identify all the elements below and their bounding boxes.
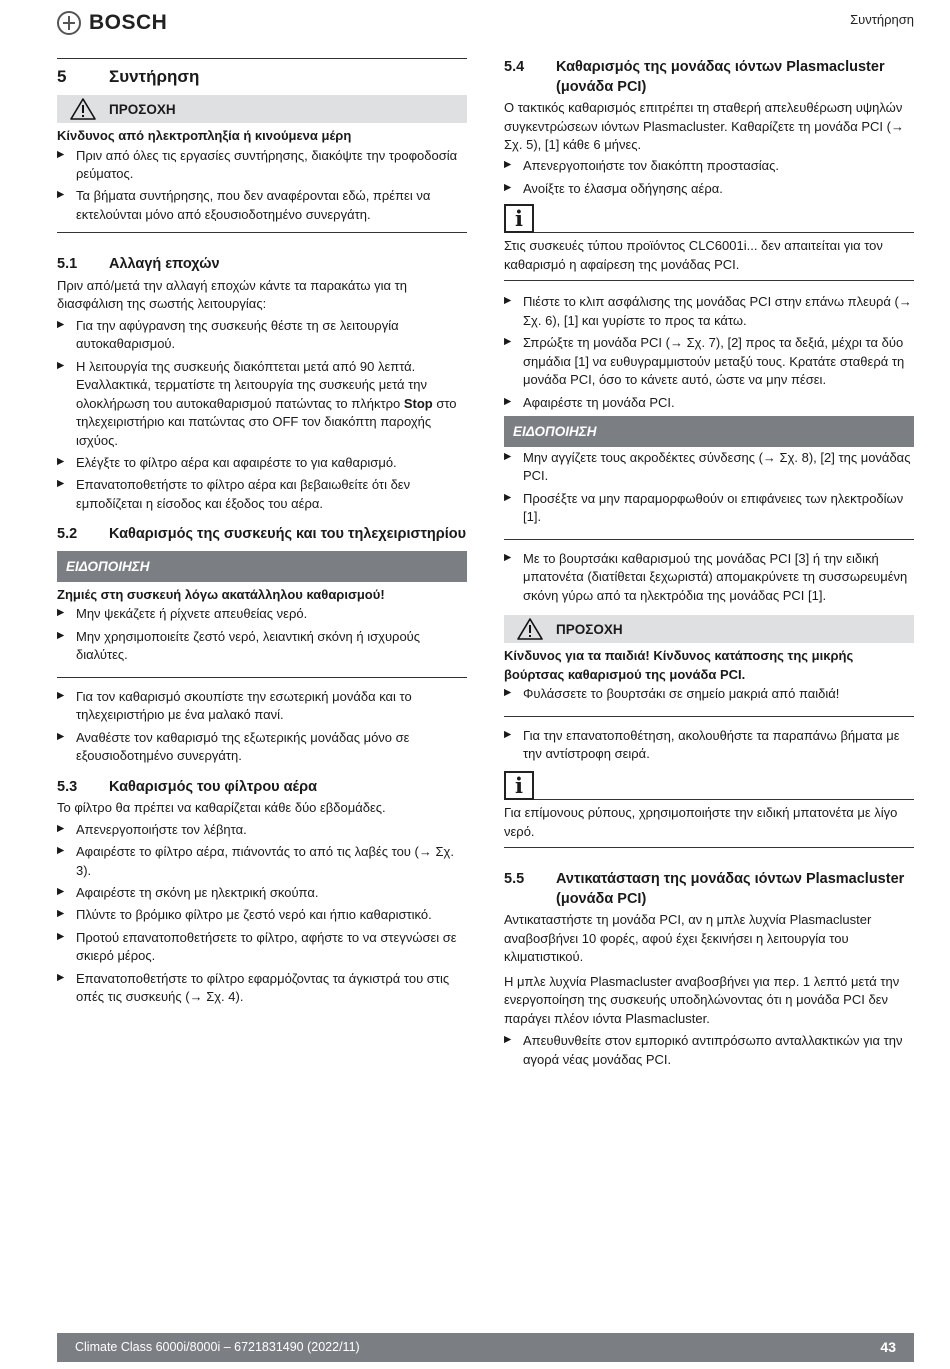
info-text: Στις συσκευές τύπου προϊόντος CLC6001i... δεν απαιτείται για τον καθαρισμό η αφαίρεση της μονάδας PCI. xyxy=(504,237,914,281)
stop-key-label: Stop xyxy=(403,395,433,411)
list-item: ▶ Μην αγγίζετε τους ακροδέκτες σύνδεσης (→ Σχ. 8), [2] της μονάδας PCI. xyxy=(504,449,914,486)
section-intro: Πριν από/μετά την αλλαγή εποχών κάντε τα παρακάτω για τη διασφάλιση της σωστής λειτουργίας: xyxy=(57,277,407,312)
list-item-text: Η λειτουργία της συσκευής διακόπτεται μετά από 90 λεπτά. Εναλλακτικά, τερματίστε τη λειτουργία της συσκευής μετά την ολοκλήρωση του αυτοκαθαρισμού πατώντας το πλήκτρο xyxy=(76,358,428,411)
left-column xyxy=(57,58,467,1011)
notice-list xyxy=(57,605,467,664)
chapter-number: 5 xyxy=(57,67,67,86)
cleaning-list xyxy=(57,688,467,766)
section-5-3-heading xyxy=(57,778,467,798)
list-item: ▶ Απευθυνθείτε στον εμπορικό αντιπρόσωπο ανταλλακτικών για την αγορά νέας μονάδας PCI. xyxy=(504,1032,914,1069)
section-number: 5.2 xyxy=(57,526,78,543)
warning-block-electric xyxy=(57,95,467,233)
list-item: ▶ Με το βουρτσάκι καθαρισμού της μονάδας PCI [3] ή την ειδική μπατονέτα (διατίθεται ξεχωριστά) απομακρύνετε τη συσσωρευμένη σκόνη γύρω από τα ηλεκτρόδια της μονάδας PCI [1]. xyxy=(504,550,914,605)
section-5-4-heading xyxy=(504,58,914,97)
filter-cleaning-list xyxy=(57,821,467,1007)
warning-list xyxy=(504,685,914,703)
list-item: ▶ Πριν από όλες τις εργασίες συντήρησης, διακόψτε την τροφοδοσία ρεύματος. xyxy=(57,147,467,184)
warning-title: Κίνδυνος για τα παιδιά! Κίνδυνος κατάποσης της μικρής βούρτσας καθαρισμού της μονάδα PCI. xyxy=(504,648,854,682)
list-item: ▶ Προσέξτε να μην παραμορφωθούν οι επιφάνειες των ηλεκτροδίων [1]. xyxy=(504,490,914,527)
list-item: ▶ Φυλάσσετε το βουρτσάκι σε σημείο μακριά από παιδιά! xyxy=(504,685,914,703)
pci-removal-list xyxy=(504,293,914,412)
section-title: Αντικατάσταση της μονάδας ιόντων Plasmacluster (μονάδα PCI) xyxy=(556,871,905,907)
section-number: 5.4 xyxy=(504,59,525,75)
page-number: 43 xyxy=(880,1338,896,1355)
page-footer xyxy=(57,1333,914,1362)
pci-cleaning-list xyxy=(504,550,914,605)
list-item: ▶ Αφαιρέστε το φίλτρο αέρα, πιάνοντάς το από τις λαβές του (→ Σχ. 3). xyxy=(57,843,467,880)
pci-prep-list xyxy=(504,157,914,198)
info-icon: i xyxy=(504,204,534,233)
divider xyxy=(534,232,914,233)
list-item: ▶ Ανοίξτε το έλασμα οδήγησης αέρα. xyxy=(504,180,914,198)
warning-bar xyxy=(504,615,914,643)
warning-bar xyxy=(57,95,467,123)
reinstall-list xyxy=(504,727,914,764)
section-number: 5.1 xyxy=(57,256,78,273)
section-number: 5.3 xyxy=(57,778,78,795)
notice-bar: ΕΙΔΟΠΟΙΗΣΗ xyxy=(504,416,914,447)
info-icon: i xyxy=(504,771,534,800)
list-item: ▶ Για τον καθαρισμό σκουπίστε την εσωτερική μονάδα και το τηλεχειριστήριο με ένα μαλακό πανί. xyxy=(57,688,467,725)
chapter-title: Συντήρηση xyxy=(109,67,200,86)
list-item: ▶ Πλύντε το βρόμικο φίλτρο με ζεστό νερό και ήπιο καθαριστικό. xyxy=(57,906,467,924)
section-intro: Το φίλτρο θα πρέπει να καθαρίζεται κάθε δύο εβδομάδες. xyxy=(57,800,386,816)
list-item: ▶ Για την επανατοποθέτηση, ακολουθήστε τα παραπάνω βήματα με την αντίστροφη σειρά. xyxy=(504,727,914,764)
list-item: ▶ Απενεργοποιήστε τον διακόπτη προστασίας. xyxy=(504,157,914,175)
list-item: ▶ Προτού επανατοποθετήσετε το φίλτρο, αφήστε το να στεγνώσει σε σκιερό μέρος. xyxy=(57,929,467,966)
warning-label: ΠΡΟΣΟΧΗ xyxy=(556,621,623,637)
notice-list xyxy=(504,449,914,527)
list-item: ▶ Αφαιρέστε τη σκόνη με ηλεκτρική σκούπα. xyxy=(57,884,467,902)
warning-triangle-icon xyxy=(57,97,109,121)
list-item: ▶ Για την αφύγρανση της συσκευής θέστε τη σε λειτουργία αυτοκαθαρισμού. xyxy=(57,317,467,354)
list-item-text: στο τηλεχειριστήριο και πατώντας στο OFF τον διακόπτη παροχής ισχύος. xyxy=(76,395,457,448)
section-title: Καθαρισμός της μονάδας ιόντων Plasmacluster (μονάδα PCI) xyxy=(556,59,885,95)
bosch-logo xyxy=(57,8,167,38)
paragraph: Η μπλε λυχνία Plasmacluster αναβοσβήνει για περ. 1 λεπτό μετά την ενεργοποίηση της συσκευής υποδηλώνοντας ότι η μονάδα PCI δεν παράγει πλέον ιόντα Plasmacluster. xyxy=(504,973,900,1026)
section-intro: Ο τακτικός καθαρισμός επιτρέπει τη σταθερή απελευθέρωση υψηλών συγκεντρώσεων ιόντων Plasmacluster. Καθαρίζετε τη μονάδα PCI (→ Σχ. 5), [1] κάθε 6 μήνες. xyxy=(504,100,904,153)
warning-block-children xyxy=(504,615,914,716)
season-change-list xyxy=(57,317,467,514)
section-number: 5.5 xyxy=(504,871,525,888)
info-block-clc6001i xyxy=(504,204,914,281)
page-header xyxy=(57,6,914,36)
paragraph: Αντικαταστήστε τη μονάδα PCI, αν η μπλε λυχνία Plasmacluster αναβοσβήνει 10 φορές, αφού έχει ξεκινήσει η λειτουργία του κλιματιστικού. xyxy=(504,912,872,965)
notice-bar: ΕΙΔΟΠΟΙΗΣΗ xyxy=(57,551,467,582)
chapter-heading xyxy=(57,58,467,89)
document-reference: Climate Class 6000i/8000i – 6721831490 (2022/11) xyxy=(75,1339,360,1354)
warning-title: Κίνδυνος από ηλεκτροπληξία ή κινούμενα μέρη xyxy=(57,128,352,144)
bosch-armature-icon xyxy=(57,11,81,35)
list-item: ▶ Αφαιρέστε τη μονάδα PCI. xyxy=(504,394,914,412)
warning-label: ΠΡΟΣΟΧΗ xyxy=(109,101,176,117)
list-item: ▶ Μην χρησιμοποιείτε ζεστό νερό, λειαντική σκόνη ή ισχυρούς διαλύτες. xyxy=(57,628,467,665)
brand-name: BOSCH xyxy=(89,11,168,34)
section-5-2-heading xyxy=(57,525,467,545)
divider xyxy=(534,799,914,800)
list-item: ▶ Σπρώξτε τη μονάδα PCI (→ Σχ. 7), [2] προς τα δεξιά, μέχρι τα δύο σημάδια [1] να ευθυγραμμιστούν μεταξύ τους. Κρατάτε σταθερά τη μονάδα PCI, όσο το κάνετε αυτό, ώστε να μην πέσει. xyxy=(504,334,914,389)
replacement-list xyxy=(504,1032,914,1069)
section-title: Αλλαγή εποχών xyxy=(109,256,220,273)
list-item xyxy=(57,358,467,450)
section-5-1-heading xyxy=(57,255,467,275)
section-title: Καθαρισμός του φίλτρου αέρα xyxy=(109,778,317,795)
info-text: Για επίμονους ρύπους, χρησιμοποιήστε την ειδική μπατονέτα με λίγο νερό. xyxy=(504,804,914,848)
right-column xyxy=(504,58,914,1073)
list-item: ▶ Απενεργοποιήστε τον λέβητα. xyxy=(57,821,467,839)
warning-triangle-icon xyxy=(504,617,556,641)
info-head xyxy=(504,204,914,233)
info-head xyxy=(504,771,914,800)
list-item: ▶ Ελέγξτε το φίλτρο αέρα και αφαιρέστε το για καθαρισμό. xyxy=(57,454,467,472)
list-item: ▶ Τα βήματα συντήρησης, που δεν αναφέρονται εδώ, πρέπει να εκτελούνται μόνο από εξουσιοδοτημένο συνεργάτη. xyxy=(57,187,467,224)
notice-title: Ζημιές στη συσκευή λόγω ακατάλληλου καθαρισμού! xyxy=(57,586,385,602)
notice-block-cleaning xyxy=(57,551,467,678)
list-item: ▶ Επανατοποθετήστε το φίλτρο εφαρμόζοντας τα άγκιστρά του στις οπές τις συσκευής (→ Σχ. 4). xyxy=(57,970,467,1007)
list-item: ▶ Επανατοποθετήστε το φίλτρο αέρα και βεβαιωθείτε ότι δεν εμποδίζεται η είσοδος και έξοδος του αέρα. xyxy=(57,476,467,513)
warning-list xyxy=(57,147,467,225)
section-5-5-heading xyxy=(504,870,914,909)
header-section-title: Συντήρηση xyxy=(850,12,914,27)
section-title: Καθαρισμός της συσκευής και του τηλεχειριστηρίου xyxy=(109,526,467,543)
list-item: ▶ Μην ψεκάζετε ή ρίχνετε απευθείας νερό. xyxy=(57,605,467,623)
notice-block-pci xyxy=(504,416,914,540)
list-item: ▶ Πιέστε το κλιπ ασφάλισης της μονάδας PCI στην επάνω πλευρά (→ Σχ. 6), [1] και γυρίστε το προς τα κάτω. xyxy=(504,293,914,330)
list-item: ▶ Αναθέστε τον καθαρισμό της εξωτερικής μονάδας μόνο σε εξουσιοδοτημένο συνεργάτη. xyxy=(57,729,467,766)
info-block-stubborn-dirt xyxy=(504,771,914,848)
